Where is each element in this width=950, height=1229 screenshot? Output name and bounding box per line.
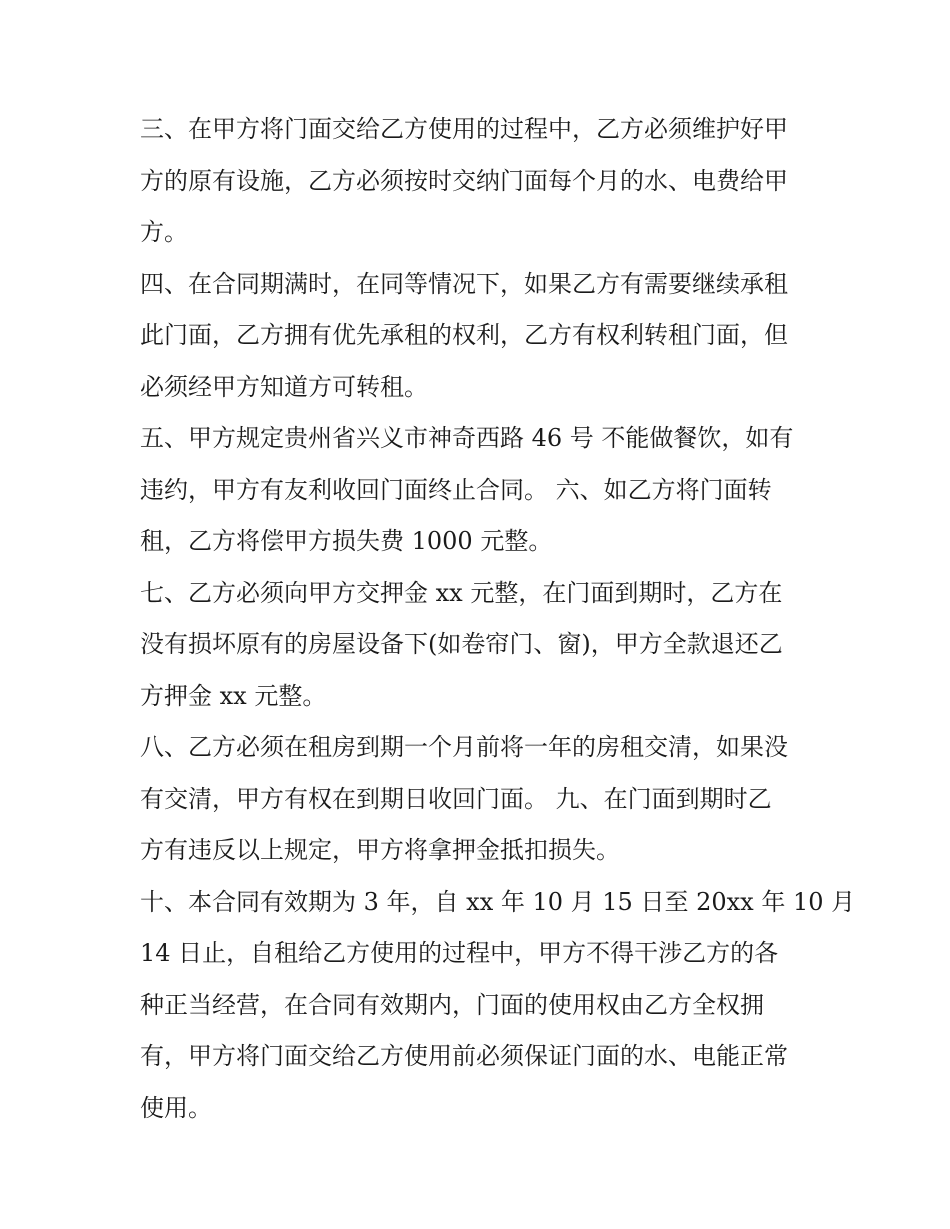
text-line: 必须经甲方知道方可转租。	[140, 372, 428, 401]
text-line: 此门面，乙方拥有优先承租的权利，乙方有权利转租门面，但	[140, 321, 788, 349]
clause-7	[140, 568, 815, 723]
text-line: 种正当经营，在合同有效期内，门面的使用权由乙方全权拥	[140, 990, 764, 1019]
text-line: 方押金 xx 元整。	[140, 681, 327, 710]
text-line: 四、在合同期满时，在同等情况下，如果乙方有需要继续承租	[140, 269, 788, 298]
clause-5-6	[140, 413, 815, 568]
text-line: 14 日止，自租给乙方使用的过程中，甲方不得干涉乙方的各	[140, 939, 779, 967]
text-line: 没有损坏原有的房屋设备下(如卷帘门、窗)，甲方全款退还乙	[140, 630, 783, 658]
text-line: 五、甲方规定贵州省兴义市神奇西路 46 号 不能做餐饮，如有	[140, 424, 794, 452]
text-line: 十、本合同有效期为 3 年，自 xx 年 10 月 15 日至 20xx 年 10 月	[140, 887, 856, 916]
clause-8-9	[140, 722, 815, 877]
text-line: 方的原有设施，乙方必须按时交纳门面每个月的水、电费给甲	[140, 166, 788, 195]
text-line: 八、乙方必须在租房到期一个月前将一年的房租交清，如果没	[140, 733, 788, 761]
text-line: 三、在甲方将门面交给乙方使用的过程中，乙方必须维护好甲	[140, 115, 788, 143]
text-line: 方有违反以上规定，甲方将拿押金抵扣损失。	[140, 836, 620, 864]
text-line: 有，甲方将门面交给乙方使用前必须保证门面的水、电能正常	[140, 1042, 788, 1070]
clause-10	[140, 877, 856, 1135]
text-line: 方。	[140, 218, 188, 246]
text-line: 七、乙方必须向甲方交押金 xx 元整，在门面到期时，乙方在	[140, 578, 783, 607]
contract-body	[140, 104, 856, 1134]
clause-4	[140, 259, 815, 414]
text-line: 违约，甲方有友利收回门面终止合同。 六、如乙方将门面转	[140, 475, 772, 504]
text-line: 使用。	[140, 1093, 212, 1122]
text-line: 租，乙方将偿甲方损失费 1000 元整。	[140, 527, 553, 555]
clause-3	[140, 104, 815, 259]
text-line: 有交清，甲方有权在到期日收回门面。 九、在门面到期时乙	[140, 784, 772, 813]
